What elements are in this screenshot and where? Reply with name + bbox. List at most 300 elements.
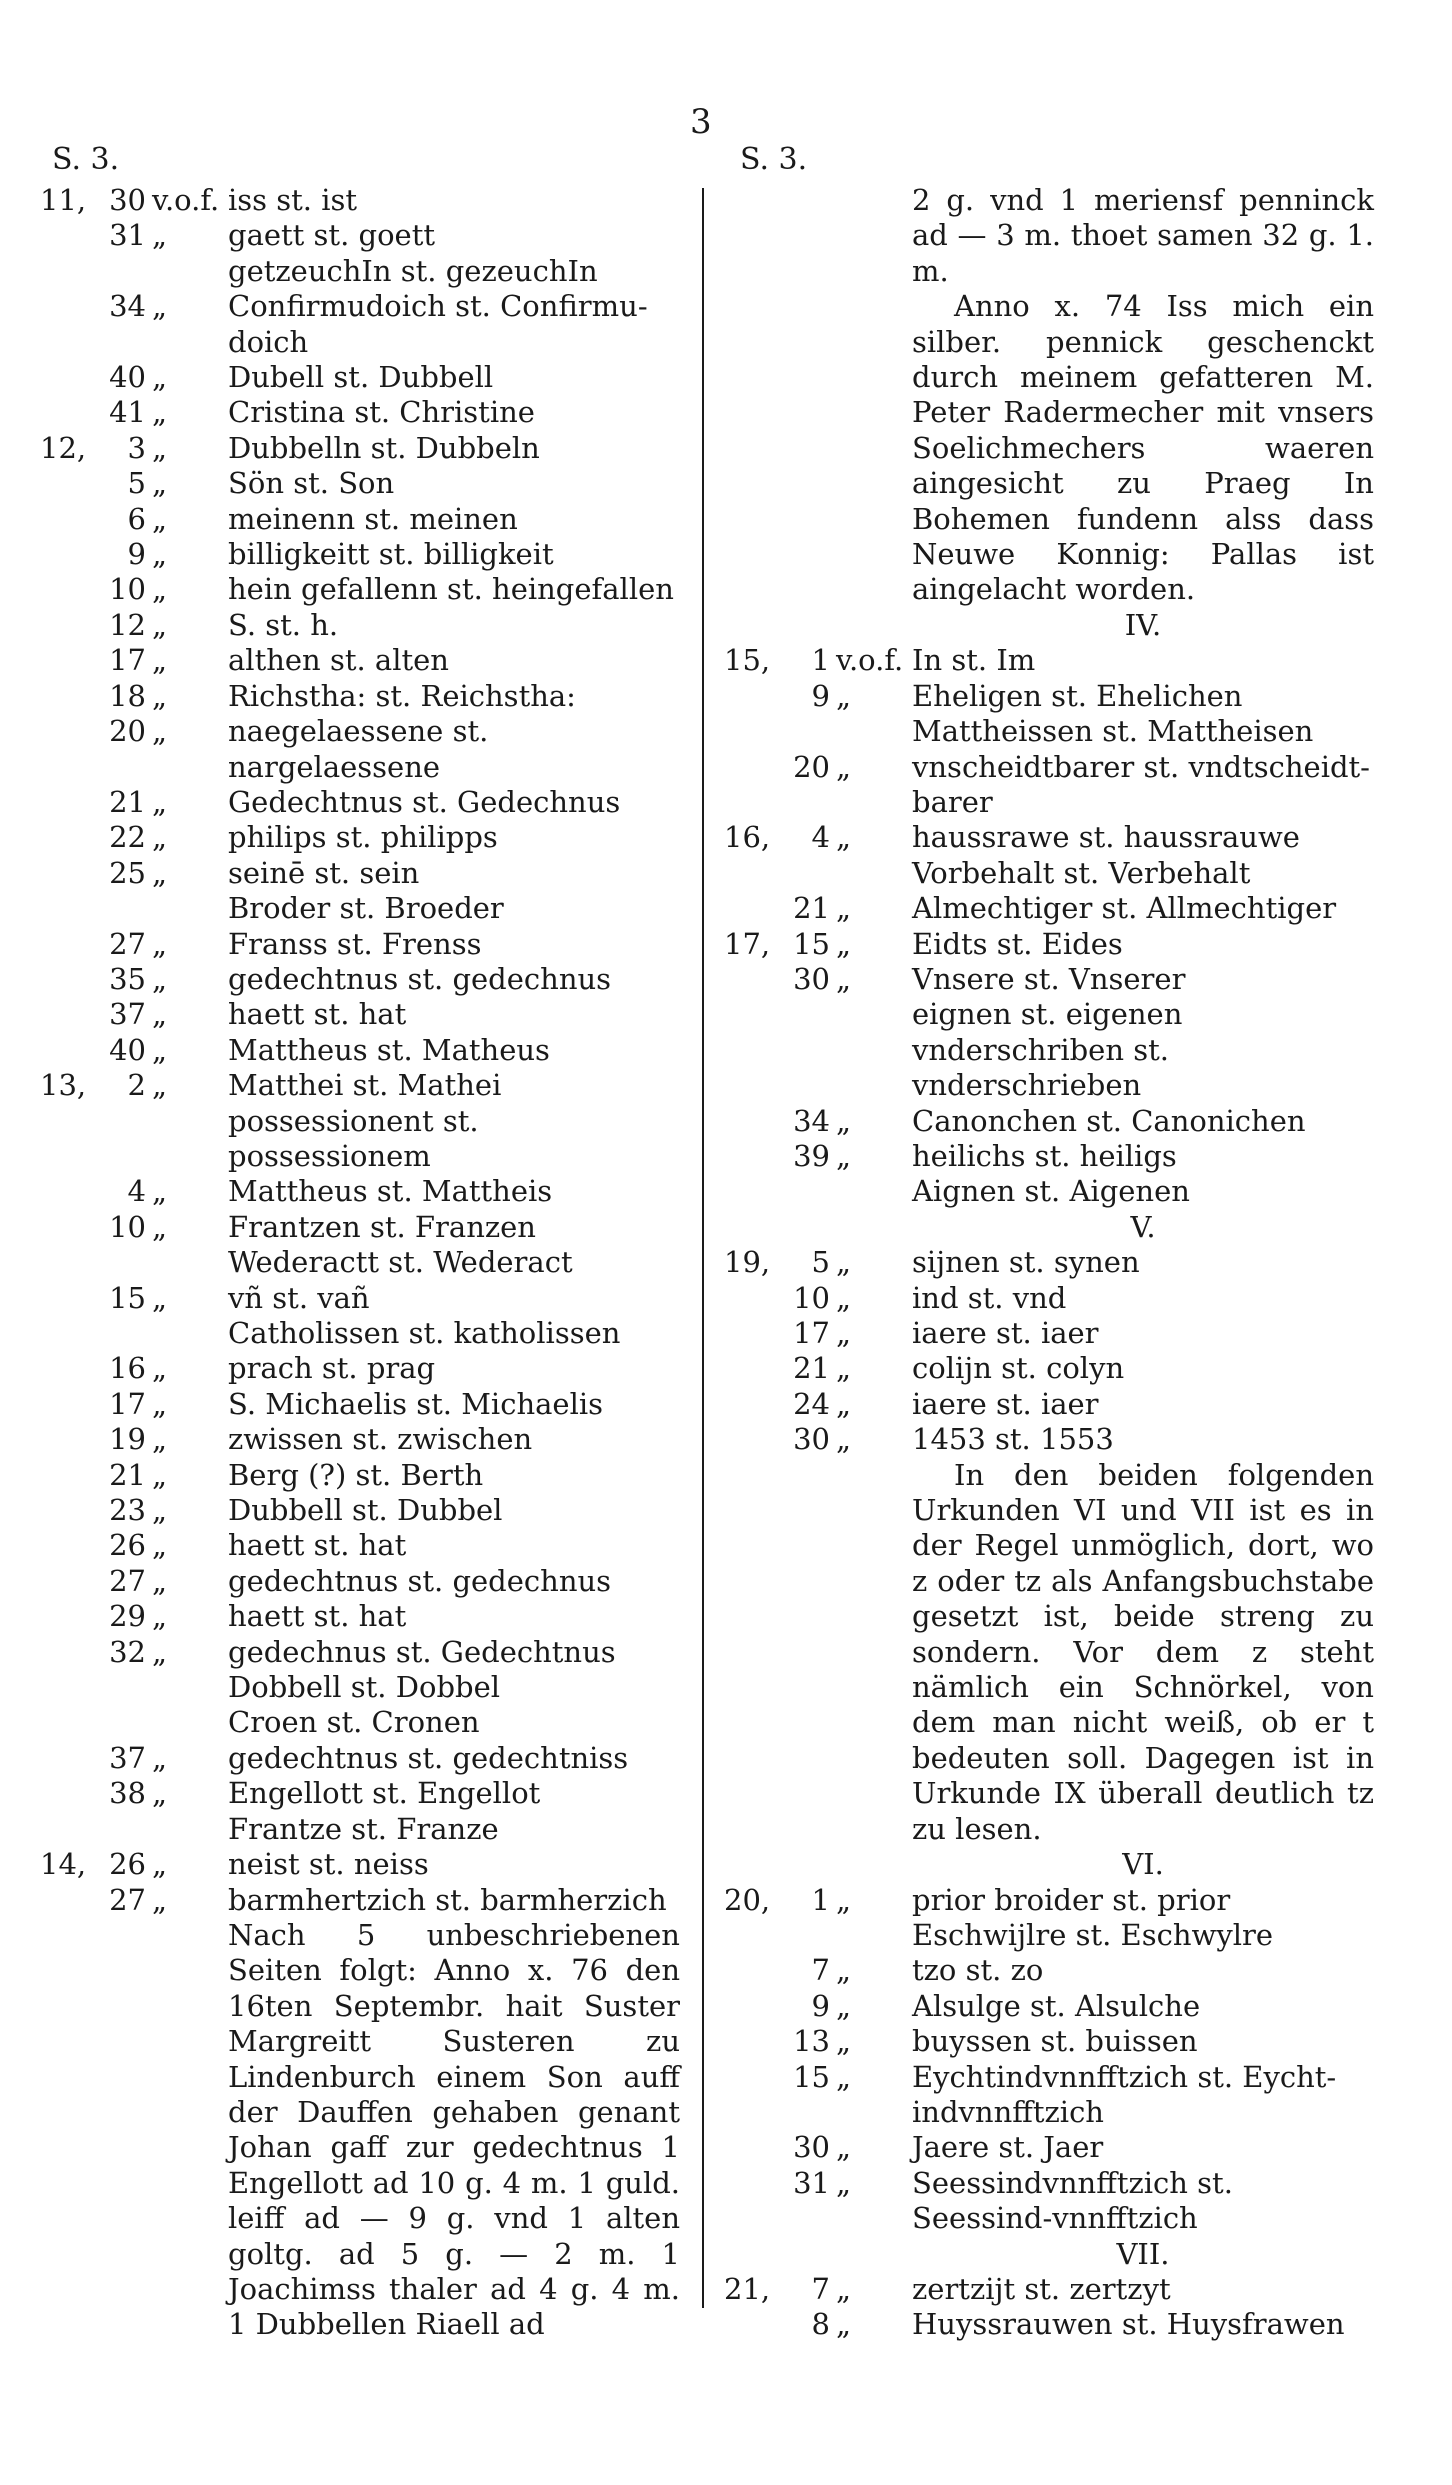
correction-row (724, 1351, 1374, 1386)
correction-row (40, 502, 680, 537)
row-line-ref: 21 (793, 891, 830, 926)
row-marker: „ (836, 749, 852, 784)
correction-row (724, 2130, 1374, 2165)
page-number: 3 (690, 102, 712, 142)
row-marker: „ (152, 1174, 168, 1209)
correction-row (40, 1705, 680, 1740)
left-rows (40, 183, 680, 1918)
correction-row (40, 1316, 680, 1351)
row-correction-text: Dubell st. Dubbell (228, 360, 494, 395)
row-line-ref: 9 (127, 537, 146, 572)
row-marker: „ (152, 607, 168, 642)
row-correction-text: prior broider st. prior (912, 1882, 1231, 1917)
correction-row (40, 962, 680, 997)
row-correction-text: In st. Im (912, 643, 1036, 678)
row-marker: v.o.f. (152, 183, 220, 217)
correction-row (40, 1670, 680, 1705)
correction-row (724, 1422, 1374, 1457)
row-line-ref: 30 (793, 2130, 830, 2165)
correction-row (724, 2024, 1374, 2059)
row-marker: „ (836, 926, 852, 961)
row-line-ref: 40 (109, 360, 146, 395)
rows-v (724, 1245, 1374, 1457)
row-correction-text: Canonchen st. Canonichen (912, 1103, 1306, 1138)
correction-row (724, 927, 1374, 962)
row-line-ref: 32 (109, 1634, 146, 1669)
row-page-ref: 17, (724, 926, 771, 961)
row-marker: „ (836, 1386, 852, 1421)
row-marker: „ (152, 1776, 168, 1811)
row-correction-text: eignen st. eigenen (912, 997, 1183, 1032)
correction-row (724, 714, 1374, 749)
row-line-ref: 5 (811, 1245, 830, 1280)
row-marker: „ (152, 855, 168, 890)
row-marker: „ (152, 1032, 168, 1067)
row-line-ref: 5 (127, 466, 146, 501)
row-marker: „ (152, 1563, 168, 1598)
section-heading-vii: VII. (1116, 2236, 1170, 2271)
left-column (40, 183, 680, 2343)
correction-row (724, 1953, 1374, 1988)
correction-row (40, 360, 680, 395)
row-line-ref: 4 (811, 820, 830, 855)
row-marker: „ (152, 501, 168, 536)
row-line-ref: 30 (793, 1422, 830, 1457)
row-correction-text: getzeuchIn st. gezeuchIn (228, 253, 598, 288)
row-correction-text: colijn st. colyn (912, 1351, 1125, 1386)
row-correction-text: Eychtindvnnfftzich st. Eycht-indvnnfftzich (912, 2059, 1337, 2129)
row-marker: „ (836, 1245, 852, 1280)
row-line-ref: 25 (109, 855, 146, 890)
right-paragraph-3: In den beiden folgenden Urkunden VI und VII ist es in der Regel unmöglich, dort, wo z oder tz als Anfangsbuchstabe gesetzt ist, beide streng zu sondern. Vor dem z steht nämlich ein Schnörkel, von dem man nicht weiß, ob er t bedeuten soll. Dagegen ist in Urkunde IX überall deutlich tz zu lesen. (912, 1457, 1374, 1846)
row-page-ref: 15, (724, 643, 771, 678)
correction-row (724, 2307, 1374, 2342)
right-paragraph-2: Anno x. 74 Iss mich ein silber. pennick geschenckt durch meinem gefatteren M. Peter Radermecher mit vnsers Soelichmechers waeren aingesicht zu Praeg In Bohemen fundenn alss dass Neuwe Konnig: Pallas ist aingelacht worden. (912, 289, 1374, 607)
correction-row (40, 1422, 680, 1457)
correction-row (40, 289, 680, 360)
correction-row (40, 997, 680, 1032)
row-correction-text: zertzijt st. zertzyt (912, 2271, 1171, 2306)
rows-vii (724, 2272, 1374, 2343)
row-correction-text: iaere st. iaer (912, 1316, 1099, 1350)
row-correction-text: Dobbell st. Dobbel (228, 1670, 501, 1705)
correction-row (724, 750, 1374, 821)
row-marker: „ (152, 784, 168, 819)
row-correction-text: gedechnus st. Gedechtnus (228, 1634, 616, 1669)
row-correction-text: Huyssrauwen st. Huysfrawen (912, 2307, 1345, 2342)
row-line-ref: 17 (109, 1386, 146, 1421)
row-correction-text: Gedechtnus st. Gedechnus (228, 784, 621, 819)
row-line-ref: 9 (811, 678, 830, 713)
row-marker: „ (152, 537, 168, 572)
row-correction-text: Confirmudoich st. Confirmu-doich (228, 289, 648, 359)
correction-row (40, 1104, 680, 1175)
correction-row (40, 218, 680, 253)
row-marker: „ (152, 1493, 168, 1528)
correction-row (40, 1068, 680, 1103)
row-marker: „ (152, 360, 168, 395)
row-marker: „ (152, 1457, 168, 1492)
row-marker: „ (152, 997, 168, 1032)
correction-row (40, 1883, 680, 1918)
section-heading-iv: IV. (1124, 607, 1162, 642)
row-line-ref: 34 (793, 1103, 830, 1138)
row-marker: „ (152, 218, 168, 253)
row-line-ref: 21 (109, 784, 146, 819)
row-line-ref: 17 (793, 1316, 830, 1350)
correction-row (40, 643, 680, 678)
correction-row (724, 2166, 1374, 2237)
correction-row (724, 1104, 1374, 1139)
row-marker: „ (152, 395, 168, 430)
row-line-ref: 15 (793, 926, 830, 961)
right-paragraph-1: 2 g. vnd 1 meriensf penninck ad — 3 m. thoet samen 32 g. 1. m. (912, 183, 1374, 288)
row-line-ref: 31 (793, 2165, 830, 2200)
row-correction-text: neist st. neiss (228, 1847, 429, 1882)
row-marker: „ (152, 1386, 168, 1421)
row-correction-text: althen st. alten (228, 643, 449, 678)
row-line-ref: 15 (109, 1280, 146, 1315)
row-correction-text: Mattheus st. Mattheis (228, 1174, 553, 1209)
correction-row (40, 1812, 680, 1847)
row-line-ref: 23 (109, 1493, 146, 1528)
row-correction-text: Broder st. Broeder (228, 891, 504, 926)
row-line-ref: 27 (109, 1882, 146, 1917)
row-line-ref: 3 (127, 430, 146, 465)
correction-row (724, 2060, 1374, 2131)
row-page-ref: 21, (724, 2271, 771, 2306)
row-marker: „ (152, 1422, 168, 1457)
row-correction-text: Frantzen st. Franzen (228, 1209, 536, 1244)
row-correction-text: seinē st. sein (228, 855, 420, 890)
left-paragraph: Nach 5 unbeschriebenen Seiten folgt: Anno x. 76 den 16ten Septembr. hait Suster Margreitt Susteren zu Lindenburch einem Son auff der Dauffen gehaben genant Johan gaff zur gedechtnus 1 Engellott ad 10 g. 4 m. 1 guld. leiff ad — 9 g. vnd 1 alten goltg. ad 5 g. — 2 m. 1 Joachimss thaler ad 4 g. 4 m. 1 Dubbellen Riaell ad (228, 1917, 680, 2342)
correction-row (40, 431, 680, 466)
row-line-ref: 27 (109, 926, 146, 961)
row-marker: „ (836, 1138, 852, 1173)
row-correction-text: possessionent st. possessionem (228, 1103, 479, 1173)
row-correction-text: S. st. h. (228, 607, 339, 642)
row-marker: „ (836, 2024, 852, 2059)
row-marker: „ (152, 961, 168, 996)
row-line-ref: 31 (109, 218, 146, 253)
correction-row (40, 1776, 680, 1811)
row-marker: „ (836, 678, 852, 713)
row-marker: „ (836, 820, 852, 855)
row-marker: „ (152, 714, 168, 749)
row-correction-text: Almechtiger st. Allmechtiger (912, 891, 1337, 926)
row-marker: v.o.f. (836, 643, 904, 678)
correction-row (40, 1387, 680, 1422)
row-page-ref: 12, (40, 430, 87, 465)
row-correction-text: Eidts st. Eides (912, 926, 1123, 961)
row-correction-text: gedechtnus st. gedechnus (228, 1563, 612, 1598)
column-divider (702, 188, 704, 2308)
correction-row (724, 1174, 1374, 1209)
row-line-ref: 30 (793, 961, 830, 996)
correction-row (724, 820, 1374, 855)
row-line-ref: 30 (109, 183, 146, 217)
correction-row (40, 1564, 680, 1599)
row-correction-text: hein gefallenn st. heingefallen (228, 572, 674, 607)
row-correction-text: naegelaessene st. nargelaessene (228, 714, 489, 784)
row-line-ref: 10 (109, 572, 146, 607)
row-line-ref: 22 (109, 820, 146, 855)
row-line-ref: 12 (109, 607, 146, 642)
row-correction-text: gaett st. goett (228, 218, 436, 253)
row-line-ref: 40 (109, 1032, 146, 1067)
row-line-ref: 34 (109, 289, 146, 324)
row-marker: „ (836, 1988, 852, 2023)
row-correction-text: Catholissen st. katholissen (228, 1316, 621, 1350)
correction-row (40, 1847, 680, 1882)
row-correction-text: Eheligen st. Ehelichen (912, 678, 1243, 713)
row-marker: „ (152, 1740, 168, 1775)
row-marker: „ (152, 1209, 168, 1244)
row-correction-text: vnderschriben st. vnderschrieben (912, 1032, 1169, 1103)
correction-row (724, 1316, 1374, 1351)
row-correction-text: heilichs st. heiligs (912, 1138, 1177, 1173)
rows-iv (724, 643, 1374, 1210)
correction-row (40, 395, 680, 430)
row-correction-text: Croen st. Cronen (228, 1705, 480, 1740)
row-line-ref: 37 (109, 997, 146, 1032)
correction-row (724, 1245, 1374, 1280)
correction-row (724, 1281, 1374, 1316)
row-correction-text: prach st. prag (228, 1351, 436, 1386)
correction-row (40, 785, 680, 820)
row-correction-text: ind st. vnd (912, 1280, 1067, 1315)
row-marker: „ (152, 1280, 168, 1315)
row-page-ref: 20, (724, 1882, 771, 1917)
correction-row (40, 1528, 680, 1563)
row-line-ref: 37 (109, 1740, 146, 1775)
rows-vi (724, 1883, 1374, 2237)
correction-row (40, 1210, 680, 1245)
row-marker: „ (152, 1599, 168, 1634)
row-correction-text: philips st. philipps (228, 820, 498, 855)
row-correction-text: Engellott st. Engellot (228, 1776, 541, 1811)
row-line-ref: 17 (109, 643, 146, 678)
row-line-ref: 27 (109, 1563, 146, 1598)
correction-row (40, 1493, 680, 1528)
correction-row (40, 1635, 680, 1670)
correction-row (724, 1033, 1374, 1104)
row-correction-text: gedechtnus st. gedechtniss (228, 1740, 629, 1775)
row-line-ref: 15 (793, 2059, 830, 2094)
correction-row (40, 537, 680, 572)
row-line-ref: 9 (811, 1988, 830, 2023)
row-marker: „ (152, 430, 168, 465)
row-marker: „ (152, 1634, 168, 1669)
correction-row (724, 679, 1374, 714)
row-line-ref: 26 (109, 1847, 146, 1882)
row-line-ref: 4 (127, 1174, 146, 1209)
row-line-ref: 7 (811, 2271, 830, 2306)
row-marker: „ (836, 2165, 852, 2200)
correction-row (40, 608, 680, 643)
row-correction-text: sijnen st. synen (912, 1245, 1140, 1280)
row-correction-text: zwissen st. zwischen (228, 1422, 533, 1457)
row-marker: „ (836, 1103, 852, 1138)
correction-row (724, 997, 1374, 1032)
row-marker: „ (152, 678, 168, 713)
row-marker: „ (836, 1351, 852, 1386)
row-page-ref: 13, (40, 1068, 87, 1103)
row-line-ref: 19 (109, 1422, 146, 1457)
row-line-ref: 29 (109, 1599, 146, 1634)
row-marker: „ (152, 289, 168, 324)
row-page-ref: 11, (40, 183, 87, 217)
row-line-ref: 38 (109, 1776, 146, 1811)
row-correction-text: Dubbell st. Dubbel (228, 1493, 503, 1528)
row-marker: „ (152, 926, 168, 961)
row-correction-text: haett st. hat (228, 997, 407, 1032)
row-marker: „ (152, 1528, 168, 1563)
correction-row (40, 1741, 680, 1776)
section-heading-v: V. (1130, 1209, 1156, 1244)
row-marker: „ (152, 1068, 168, 1103)
row-marker: „ (152, 820, 168, 855)
correction-row (40, 1174, 680, 1209)
right-column (724, 183, 1374, 2343)
correction-row (40, 1458, 680, 1493)
row-marker: „ (152, 572, 168, 607)
row-marker: „ (836, 1316, 852, 1350)
correction-row (40, 1599, 680, 1634)
row-marker: „ (836, 2271, 852, 2306)
row-correction-text: Eschwijlre st. Eschwylre (912, 1917, 1274, 1952)
row-correction-text: Aignen st. Aigenen (912, 1174, 1190, 1209)
row-line-ref: 20 (793, 749, 830, 784)
row-marker: „ (836, 1953, 852, 1988)
row-line-ref: 21 (109, 1457, 146, 1492)
row-line-ref: 26 (109, 1528, 146, 1563)
correction-row (724, 1387, 1374, 1422)
row-correction-text: haett st. hat (228, 1599, 407, 1634)
row-marker: „ (152, 466, 168, 501)
row-correction-text: 1453 st. 1553 (912, 1422, 1114, 1457)
row-correction-text: Berg (?) st. Berth (228, 1457, 484, 1492)
row-page-ref: 16, (724, 820, 771, 855)
correction-row (40, 714, 680, 785)
correction-row (724, 1883, 1374, 1918)
correction-row (724, 962, 1374, 997)
correction-row (724, 2272, 1374, 2307)
row-marker: „ (152, 1882, 168, 1917)
row-line-ref: 1 (811, 643, 830, 678)
row-correction-text: Sön st. Son (228, 466, 395, 501)
row-page-ref: 19, (724, 1245, 771, 1280)
row-line-ref: 35 (109, 961, 146, 996)
row-correction-text: buyssen st. buissen (912, 2024, 1198, 2059)
row-line-ref: 16 (109, 1351, 146, 1386)
row-correction-text: vnscheidtbarer st. vndtscheidt-barer (912, 749, 1370, 819)
row-correction-text: iss st. ist (228, 183, 358, 217)
correction-row (40, 466, 680, 501)
row-correction-text: Vorbehalt st. Verbehalt (912, 855, 1251, 890)
row-correction-text: Wederactt st. Wederact (228, 1245, 573, 1280)
correction-row (724, 856, 1374, 891)
row-line-ref: 10 (109, 1209, 146, 1244)
row-correction-text: Dubbelln st. Dubbeln (228, 430, 540, 465)
row-correction-text: Franss st. Frenss (228, 926, 482, 961)
row-marker: „ (836, 2130, 852, 2165)
row-line-ref: 6 (127, 501, 146, 536)
correction-row (40, 1033, 680, 1068)
row-line-ref: 7 (811, 1953, 830, 1988)
row-correction-text: haussrawe st. haussrauwe (912, 820, 1300, 855)
row-correction-text: tzo st. zo (912, 1953, 1044, 1988)
row-marker: „ (152, 643, 168, 678)
row-marker: „ (152, 1351, 168, 1386)
correction-row (40, 820, 680, 855)
correction-row (724, 1918, 1374, 1953)
row-correction-text: Jaere st. Jaer (912, 2130, 1104, 2165)
row-correction-text: S. Michaelis st. Michaelis (228, 1386, 604, 1421)
row-correction-text: vñ st. vañ (228, 1280, 370, 1315)
row-line-ref: 13 (793, 2024, 830, 2059)
correction-row (40, 927, 680, 962)
left-column-header: S. 3. (52, 142, 120, 177)
correction-row (40, 572, 680, 607)
row-line-ref: 21 (793, 1351, 830, 1386)
row-correction-text: Cristina st. Christine (228, 395, 535, 430)
row-marker: „ (836, 2059, 852, 2094)
row-line-ref: 8 (811, 2307, 830, 2342)
row-correction-text: Vnsere st. Vnserer (912, 961, 1186, 996)
correction-row (40, 891, 680, 926)
row-marker: „ (836, 1422, 852, 1457)
row-line-ref: 1 (811, 1882, 830, 1917)
correction-row (724, 891, 1374, 926)
row-line-ref: 10 (793, 1280, 830, 1315)
correction-row (40, 254, 680, 289)
correction-row (40, 1245, 680, 1280)
row-correction-text: Frantze st. Franze (228, 1811, 499, 1846)
row-page-ref: 14, (40, 1847, 87, 1882)
correction-row (724, 1989, 1374, 2024)
section-heading-vi: VI. (1122, 1847, 1164, 1882)
row-correction-text: meinenn st. meinen (228, 501, 518, 536)
correction-row (40, 679, 680, 714)
right-column-header: S. 3. (740, 142, 808, 177)
correction-row (40, 183, 680, 218)
row-correction-text: billigkeitt st. billigkeit (228, 537, 554, 572)
row-correction-text: Alsulge st. Alsulche (912, 1988, 1201, 2023)
correction-row (40, 856, 680, 891)
row-correction-text: barmhertzich st. barmherzich (228, 1882, 667, 1917)
correction-row (724, 1139, 1374, 1174)
row-marker: „ (836, 1280, 852, 1315)
correction-row (40, 1351, 680, 1386)
row-line-ref: 2 (127, 1068, 146, 1103)
row-marker: „ (152, 1847, 168, 1882)
row-correction-text: haett st. hat (228, 1528, 407, 1563)
row-marker: „ (836, 2307, 852, 2342)
row-marker: „ (836, 891, 852, 926)
row-marker: „ (836, 1882, 852, 1917)
row-marker: „ (836, 961, 852, 996)
row-correction-text: gedechtnus st. gedechnus (228, 961, 612, 996)
row-correction-text: Seessindvnnfftzich st. Seessind-vnnfftzich (912, 2165, 1233, 2236)
row-line-ref: 20 (109, 714, 146, 749)
row-correction-text: Mattheus st. Matheus (228, 1032, 550, 1067)
row-line-ref: 41 (109, 395, 146, 430)
correction-row (40, 1281, 680, 1316)
row-correction-text: Mattheissen st. Mattheisen (912, 714, 1314, 749)
row-correction-text: Matthei st. Mathei (228, 1068, 502, 1103)
correction-row (724, 643, 1374, 678)
